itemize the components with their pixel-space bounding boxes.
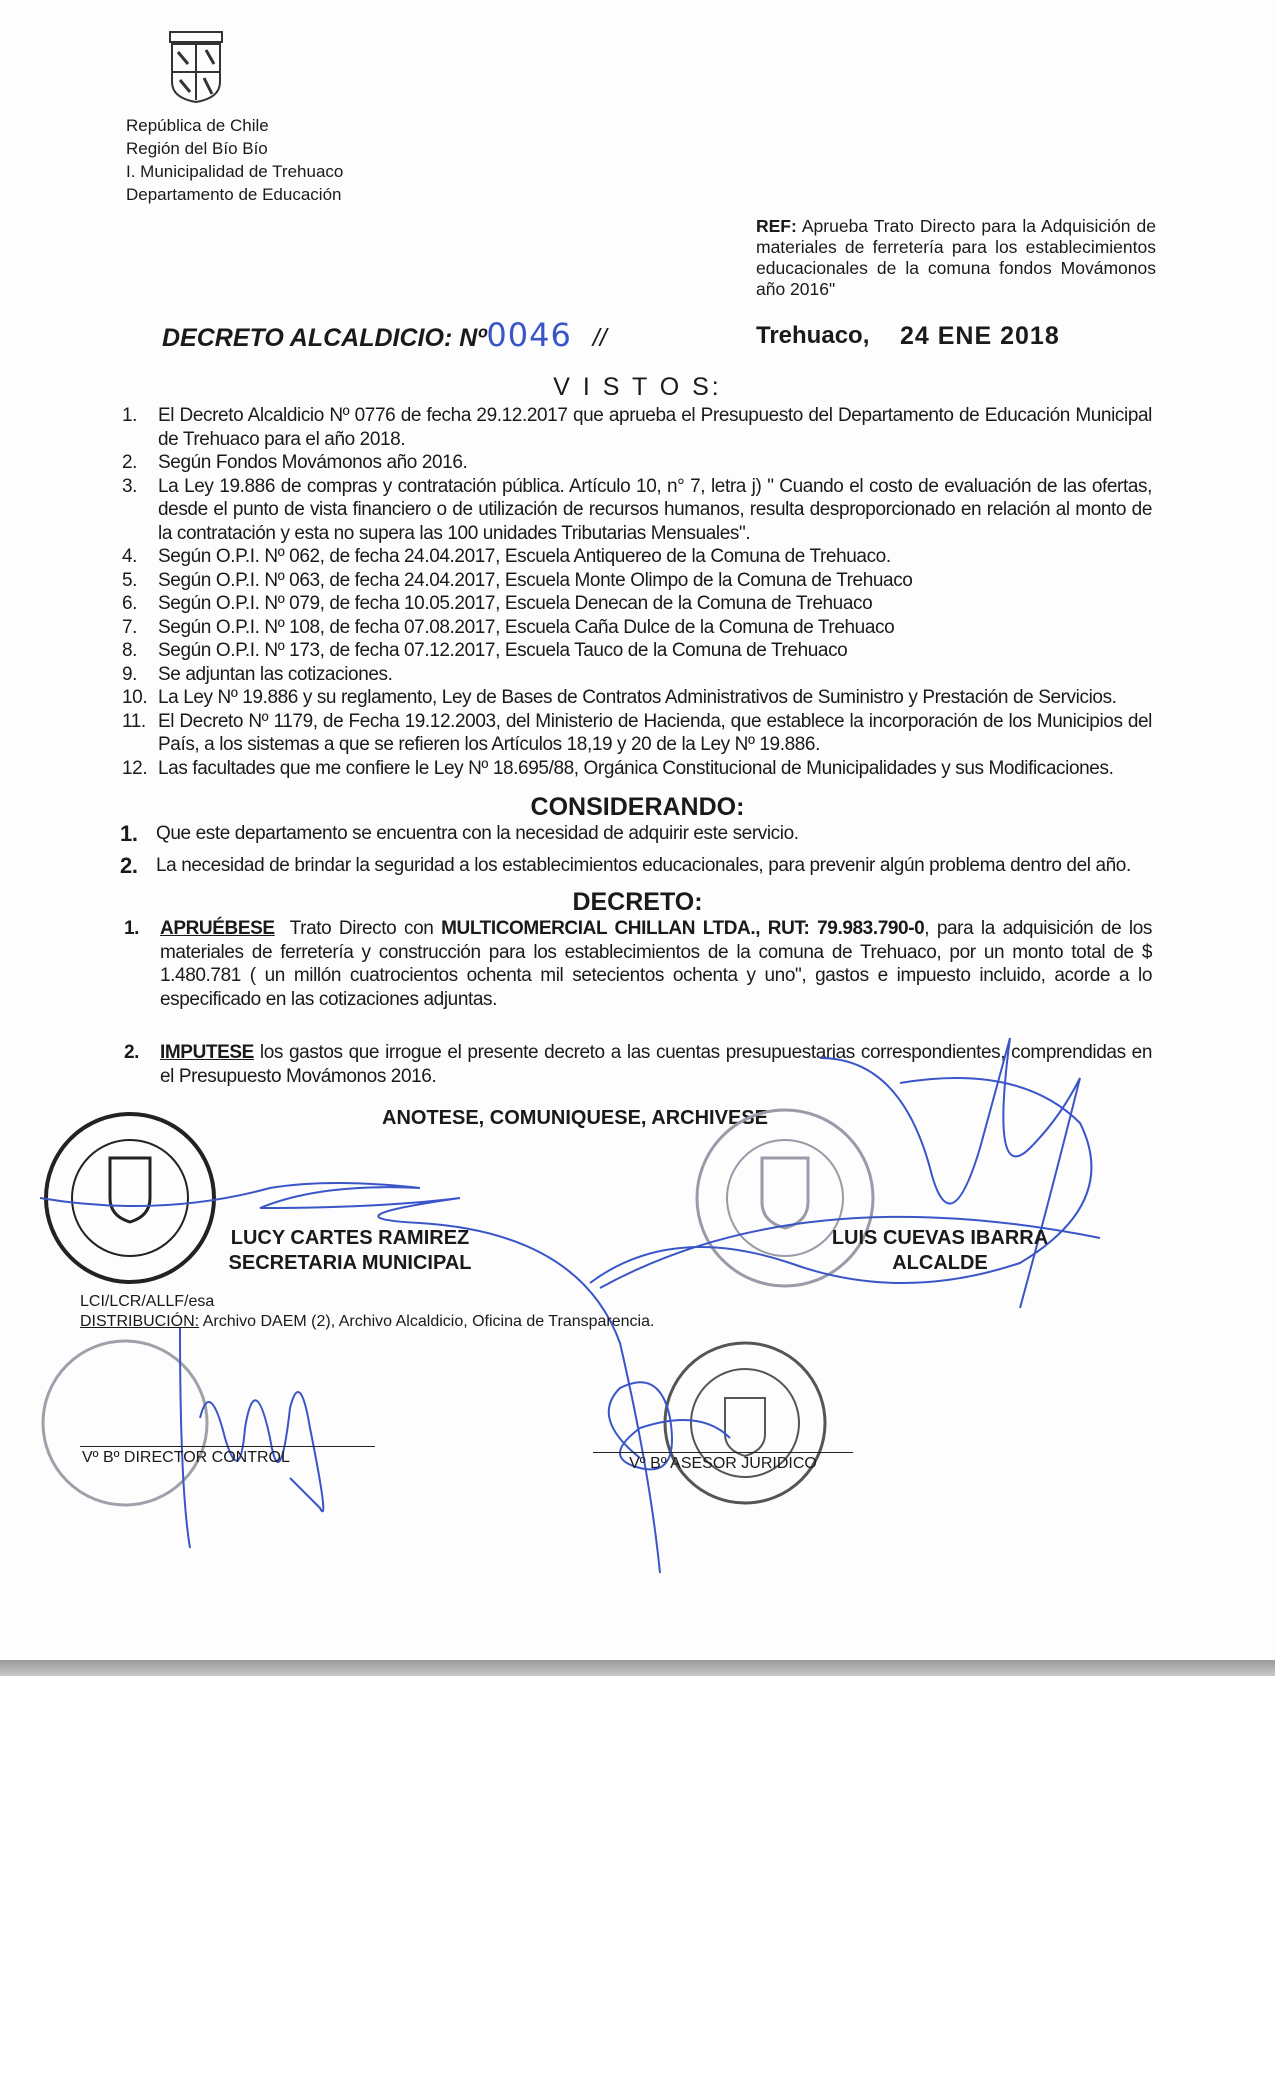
vistos-item <box>122 475 1152 546</box>
item-text: Según O.P.I. Nº 063, de fecha 24.04.2017, Escuela Monte Olimpo de la Comuna de Trehuaco <box>158 569 913 591</box>
item-text: El Decreto Alcaldicio Nº 0776 de fecha 29.12.2017 que aprueba el Presupuesto del Departamento de Educación Municipal de Trehuaco para el año 2018. <box>158 405 1152 450</box>
initials: LCI/LCR/ALLF/esa <box>80 1293 215 1310</box>
letterhead-line: República de Chile <box>126 116 269 135</box>
item-keyword: APRUÉBESE <box>160 918 275 939</box>
letterhead-line: Departamento de Educación <box>126 185 342 204</box>
item-number: 11. <box>122 710 146 732</box>
considerando-list <box>120 822 1152 877</box>
supplier-name: MULTICOMERCIAL CHILLAN LTDA., RUT: 79.983.790-0 <box>441 918 925 939</box>
scan-edge <box>0 1660 1275 1676</box>
item-text: Según O.P.I. Nº 079, de fecha 10.05.2017, Escuela Denecan de la Comuna de Trehuaco <box>158 593 873 614</box>
decree-suffix: // <box>592 324 607 352</box>
vistos-item <box>122 616 1152 640</box>
secretary-name: LUCY CARTES RAMIREZ <box>230 1227 470 1249</box>
item-text: Trato Directo con <box>274 918 442 939</box>
letterhead-line: Región del Bío Bío <box>126 139 268 158</box>
vistos-item <box>122 757 1152 781</box>
legal-approval-label: Vº Bº ASESOR JURIDICO <box>629 1455 817 1472</box>
vistos-item <box>122 663 1152 687</box>
item-number: 1. <box>124 918 140 939</box>
vistos-item <box>122 592 1152 616</box>
closing-formula: ANOTESE, COMUNIQUESE, ARCHIVESE <box>382 1107 768 1129</box>
item-text: Se adjuntan las cotizaciones. <box>158 663 393 685</box>
control-approval <box>80 1446 375 1467</box>
letterhead-line: I. Municipalidad de Trehuaco <box>126 162 344 181</box>
vistos-item <box>122 569 1152 593</box>
item-text: Según O.P.I. Nº 173, de fecha 07.12.2017, Escuela Tauco de la Comuna de Trehuaco <box>158 640 848 661</box>
decreto-title: DECRETO: <box>572 888 703 916</box>
item-text: Según O.P.I. Nº 108, de fecha 07.08.2017, Escuela Caña Dulce de la Comuna de Trehuaco <box>158 616 895 638</box>
secretary-role: SECRETARIA MUNICIPAL <box>228 1252 472 1274</box>
item-text: , para la adquisición de los materiales de ferretería y construcción para los establecimientos de la comuna de Trehuaco, por un monto total de $ 1.480.781 ( un millón cuatrocientos ochenta mil setecientos ochenta y uno", gastos e impuesto incluido, acorde a lo especificado en las cotizaciones adjuntas. <box>160 918 1152 1010</box>
item-text: Que este departamento se encuentra con la necesidad de adquirir este servicio. <box>156 823 799 844</box>
control-approval-label: Vº Bº DIRECTOR CONTROL <box>82 1449 290 1466</box>
item-number: 1. <box>120 821 138 846</box>
ref-text: Aprueba Trato Directo para la Adquisición de materiales de ferretería para los establecimientos educacionales de la comuna fondos Movámonos año 2016" <box>756 216 1156 299</box>
vistos-title: V I S T O S: <box>553 373 722 401</box>
vistos-item <box>122 404 1152 451</box>
legal-approval <box>593 1452 853 1473</box>
mayor-signature-block <box>810 1226 1070 1276</box>
item-number: 3. <box>122 475 138 497</box>
vistos-list <box>122 404 1152 780</box>
secretary-signature-block <box>220 1226 480 1276</box>
item-number: 1. <box>122 405 138 426</box>
item-number: 5. <box>122 569 138 591</box>
item-text: La Ley 19.886 de compras y contratación pública. Artículo 10, n° 7, letra j) " Cuando el costo de evaluación de las ofertas, desde el punto de vista financiero o de utilización de recursos humanos, resulta desproporcionado en relación al monto de la contratación y esta no supera las 100 unidades Tributarias Mensuales". <box>158 475 1152 544</box>
decree-date-stamp: 24 ENE 2018 <box>900 322 1060 350</box>
decreto-item <box>124 1041 1152 1088</box>
item-number: 4. <box>122 546 138 567</box>
item-number: 2. <box>120 852 138 878</box>
item-number: 7. <box>122 616 138 638</box>
item-text: Las facultades que me confiere le Ley Nº 18.695/88, Orgánica Constitucional de Municipalidades y sus Modificaciones. <box>158 757 1114 779</box>
considerando-item <box>120 822 1152 846</box>
item-number: 2. <box>124 1042 140 1063</box>
item-number: 9. <box>122 663 138 685</box>
mayor-name: LUIS CUEVAS IBARRA <box>831 1227 1049 1249</box>
secretary-stamp <box>46 1114 214 1282</box>
considerando-title: CONSIDERANDO: <box>530 793 745 821</box>
decree-label: DECRETO ALCALDICIO: Nº <box>162 324 487 352</box>
item-text: La necesidad de brindar la seguridad a los establecimientos educacionales, para prevenir algún problema dentro del año. <box>156 854 1131 876</box>
legal-stamp <box>665 1343 825 1503</box>
distribution <box>80 1313 654 1331</box>
decreto-list <box>124 917 1152 1088</box>
vistos-item <box>122 639 1152 663</box>
decree-number-handwritten: 0046 <box>486 316 572 354</box>
decreto-item <box>124 917 1152 1011</box>
item-text: Según O.P.I. Nº 062, de fecha 24.04.2017, Escuela Antiquereo de la Comuna de Trehuaco. <box>158 546 891 567</box>
item-number: 2. <box>122 452 138 473</box>
distribution-label: DISTRIBUCIÓN: <box>80 1313 200 1330</box>
item-text: los gastos que irrogue el presente decreto a las cuentas presupuestarias correspondientes, comprendidas en el Presupuesto Movámonos 2016. <box>160 1042 1152 1087</box>
distribution-text: Archivo DAEM (2), Archivo Alcaldicio, Oficina de Transparencia. <box>199 1313 655 1330</box>
item-number: 10. <box>122 687 148 708</box>
vistos-item <box>122 451 1152 475</box>
considerando-item <box>120 854 1152 878</box>
item-text: El Decreto Nº 1179, de Fecha 19.12.2003, del Ministerio de Hacienda, que establece la incorporación de los Municipios del País, a los sistemas a que se refieren los Artículos 18,19 y 20 de la Ley Nº 19.886. <box>158 710 1152 755</box>
item-number: 12. <box>122 757 148 779</box>
mayor-role: ALCALDE <box>892 1252 988 1274</box>
ref-label: REF: <box>756 216 797 236</box>
item-text: La Ley Nº 19.886 y su reglamento, Ley de Bases de Contratos Administrativos de Suministro y Prestación de Servicios. <box>158 687 1117 708</box>
item-keyword: IMPUTESE <box>160 1042 254 1063</box>
control-stamp <box>43 1341 207 1505</box>
vistos-item <box>122 710 1152 757</box>
decree-place: Trehuaco, <box>756 322 870 349</box>
vistos-item <box>122 686 1152 710</box>
vistos-item <box>122 545 1152 569</box>
signature-area <box>0 1131 1275 1511</box>
item-number: 8. <box>122 640 138 661</box>
item-text: Según Fondos Movámonos año 2016. <box>158 452 468 473</box>
item-number: 6. <box>122 593 138 614</box>
